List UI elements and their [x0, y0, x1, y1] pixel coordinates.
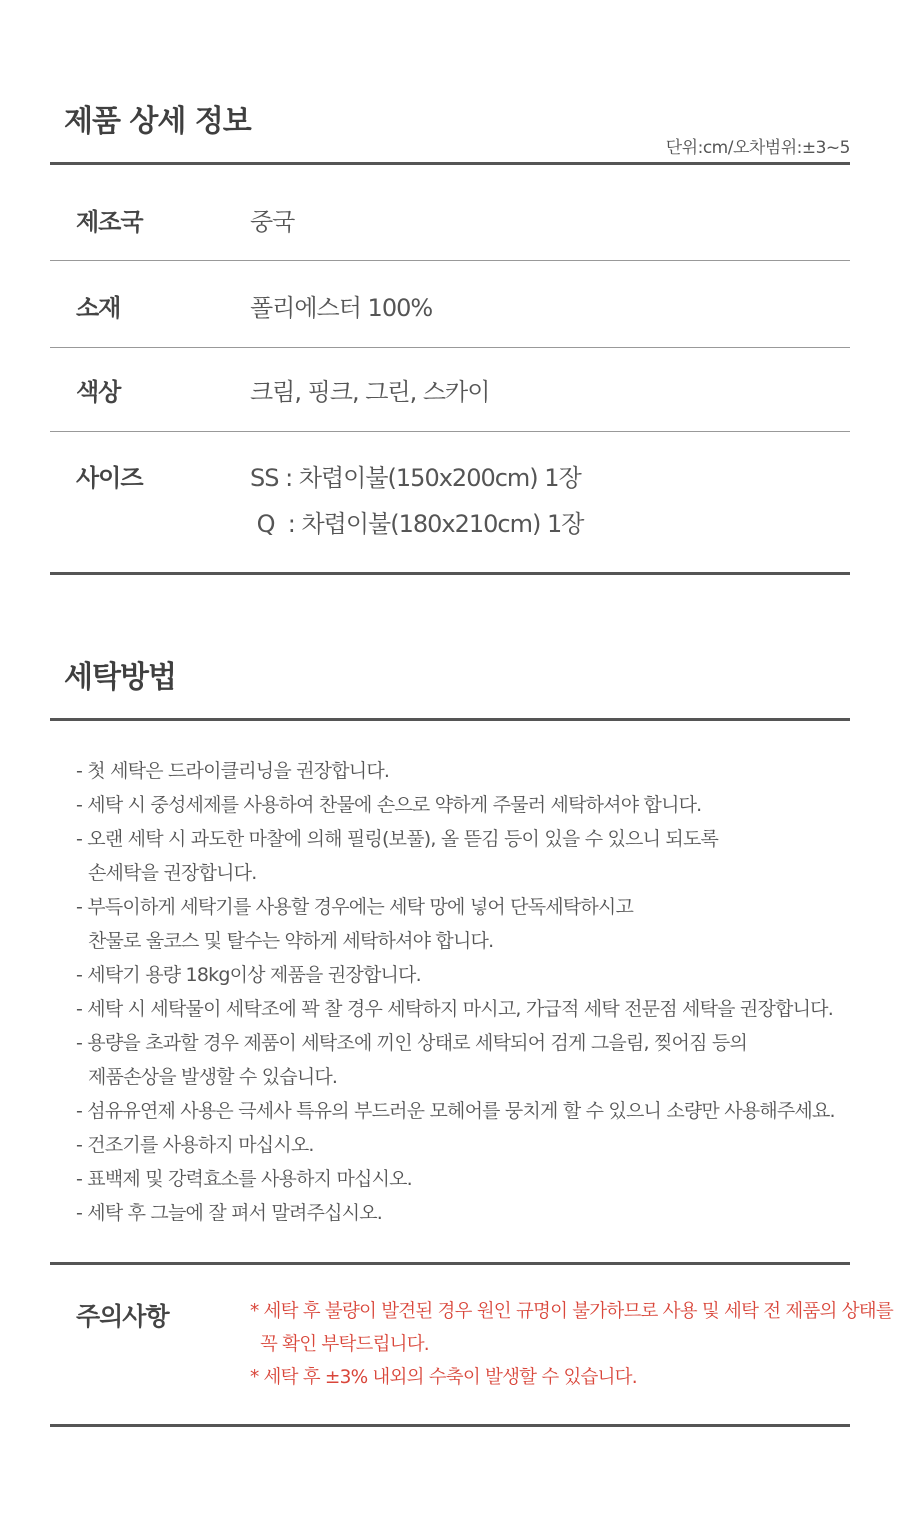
divider: [50, 260, 850, 261]
list-item: - 부득이하게 세탁기를 사용할 경우에는 세탁 망에 넣어 단독세탁하시고: [76, 896, 634, 918]
list-item: - 용량을 초과할 경우 제품이 세탁조에 끼인 상태로 세탁되어 검게 그을림, 찢어짐 등의: [76, 1032, 748, 1054]
caution-label: 주의사항: [76, 1302, 169, 1331]
list-item: - 건조기를 사용하지 마십시오.: [76, 1134, 314, 1156]
list-item: - 세탁 시 중성세제를 사용하여 찬물에 손으로 약하게 주물러 세탁하셔야 합니다.: [76, 794, 702, 816]
divider: [50, 718, 850, 721]
unit-note: 단위:cm/오차범위:±3~5: [665, 138, 850, 158]
list-item: - 섬유유연제 사용은 극세사 특유의 부드러운 모헤어를 뭉치게 할 수 있으니 소량만 사용해주세요.: [76, 1100, 835, 1122]
spec-value-size-ss: SS : 차렵이불(150x200cm) 1장: [250, 464, 581, 492]
caution-item: * 세탁 후 불량이 발견된 경우 원인 규명이 불가하므로 사용 및 세탁 전 제품의 상태를: [250, 1301, 893, 1322]
spec-value-size-q: Q : 차렵이불(180x210cm) 1장: [250, 510, 584, 538]
product-info-title: 제품 상세 정보: [64, 104, 251, 139]
caution-item: 꼭 확인 부탁드립니다.: [260, 1334, 429, 1355]
spec-label-material: 소재: [76, 294, 121, 322]
spec-label-size: 사이즈: [76, 464, 143, 492]
divider: [50, 162, 850, 165]
list-item: - 오랜 세탁 시 과도한 마찰에 의해 필링(보풀), 올 뜯김 등이 있을 수 있으니 되도록: [76, 828, 719, 850]
spec-label-origin: 제조국: [76, 208, 143, 236]
list-item: - 첫 세탁은 드라이클리닝을 권장합니다.: [76, 760, 390, 782]
spec-value-origin: 중국: [250, 208, 295, 236]
divider: [50, 431, 850, 432]
list-item: 제품손상을 발생할 수 있습니다.: [88, 1066, 338, 1088]
divider: [50, 347, 850, 348]
list-item: - 세탁 시 세탁물이 세탁조에 꽉 찰 경우 세탁하지 마시고, 가급적 세탁 전문점 세탁을 권장합니다.: [76, 998, 833, 1020]
washing-instructions: [76, 754, 866, 1230]
list-item: - 세탁 후 그늘에 잘 펴서 말려주십시오.: [76, 1202, 383, 1224]
spec-value-material: 폴리에스터 100%: [250, 294, 433, 322]
spec-value-color: 크림, 핑크, 그린, 스카이: [250, 378, 490, 406]
list-item: 찬물로 울코스 및 탈수는 약하게 세탁하셔야 합니다.: [88, 930, 494, 952]
divider: [50, 1424, 850, 1427]
caution-notes: [250, 1295, 893, 1394]
list-item: - 표백제 및 강력효소를 사용하지 마십시오.: [76, 1168, 412, 1190]
divider: [50, 1262, 850, 1265]
spec-label-color: 색상: [76, 378, 121, 406]
divider: [50, 572, 850, 575]
list-item: - 세탁기 용량 18kg이상 제품을 권장합니다.: [76, 964, 421, 986]
list-item: 손세탁을 권장합니다.: [88, 862, 257, 884]
caution-item: * 세탁 후 ±3% 내외의 수축이 발생할 수 있습니다.: [250, 1367, 637, 1388]
washing-title: 세탁방법: [64, 660, 176, 695]
